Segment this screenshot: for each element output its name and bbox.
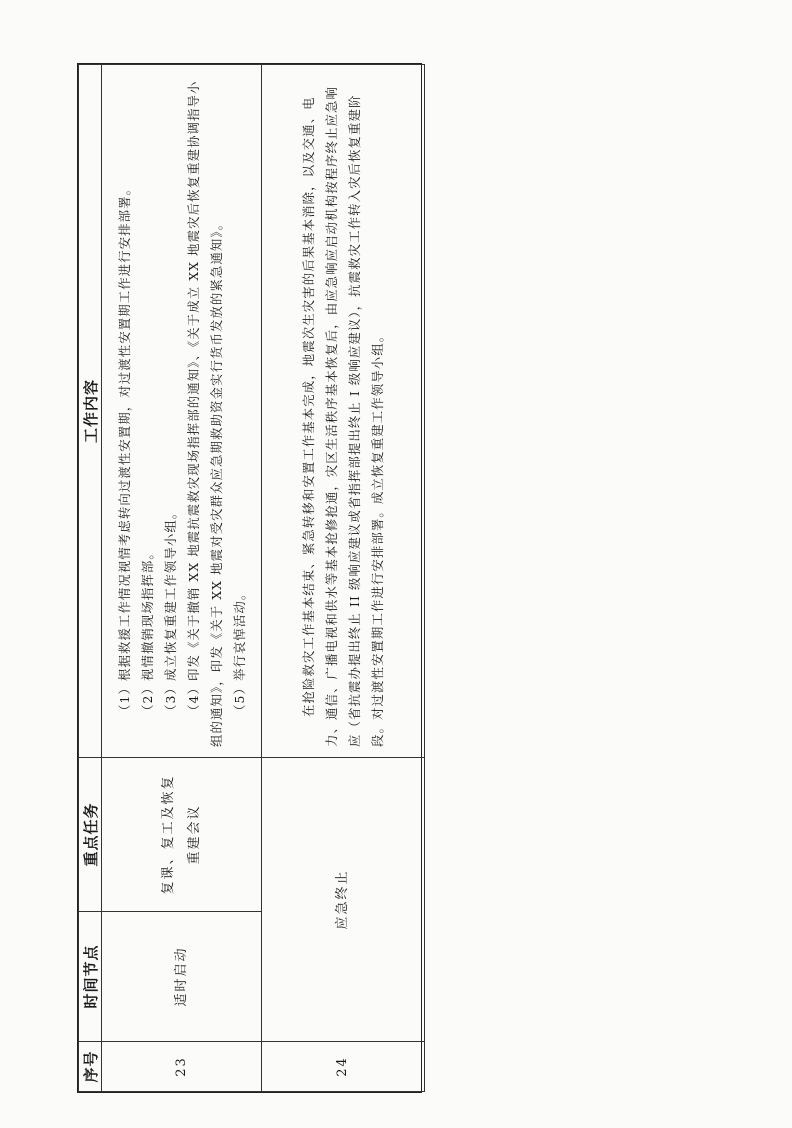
content-item: （5）举行哀悼活动。 <box>231 586 247 717</box>
row-content <box>102 65 262 758</box>
row-task: 复课、复工及恢复重建会议 <box>102 758 262 912</box>
row-seq: 23 <box>102 1042 262 1092</box>
row-node: 应急终止 <box>262 758 425 1042</box>
content-item: （3）成立恢复重建工作领导小组。 <box>162 505 178 717</box>
row-node: 适时启动 <box>102 912 262 1042</box>
content-item: （2）视情撤销现场指挥部。 <box>139 546 155 717</box>
row-seq: 24 <box>262 1042 425 1092</box>
rotated-table-frame <box>77 63 422 1093</box>
header-seq: 序号 <box>79 1042 102 1092</box>
table-row <box>262 65 425 1092</box>
header-node: 时间节点 <box>79 912 102 1042</box>
work-table <box>78 64 425 1092</box>
content-item: （1）根据救援工作情况视情考虑转向过渡性安置期，对过渡性安置期工作进行安排部署。 <box>116 181 132 717</box>
header-content: 工作内容 <box>79 65 102 758</box>
header-task: 重点任务 <box>79 758 102 912</box>
content-item: （4）印发《关于撤销 XX 地震抗震救灾现场指挥部的通知》、《关于成立 XX 地震灾后恢复重建协调指导小组的通知》，印发《关于 XX 地震对受灾群众应急期救助资金实行货币发放的紧急通知》。 <box>185 80 224 747</box>
table-header-row <box>79 65 102 1092</box>
content-paragraph: 在抢险救灾工作基本结束、紧急转移和安置工作基本完成，地震次生灾害的后果基本消除，以及交通、电力、通信、广播电视和供水等基本抢修抢通，灾区生活秩序基本恢复后，由应急响应启动机构按程序终止应急响应（省抗震办提出终止 II 级响应建议或省指挥部提出终止 I 级响应建议），抗震救灾工作转入灾后恢复重建阶段。对过渡性安置期工作进行安排部署。成立恢复重建工作领导小组。 <box>301 85 385 747</box>
table-row <box>102 65 262 1092</box>
row-content <box>262 65 425 758</box>
